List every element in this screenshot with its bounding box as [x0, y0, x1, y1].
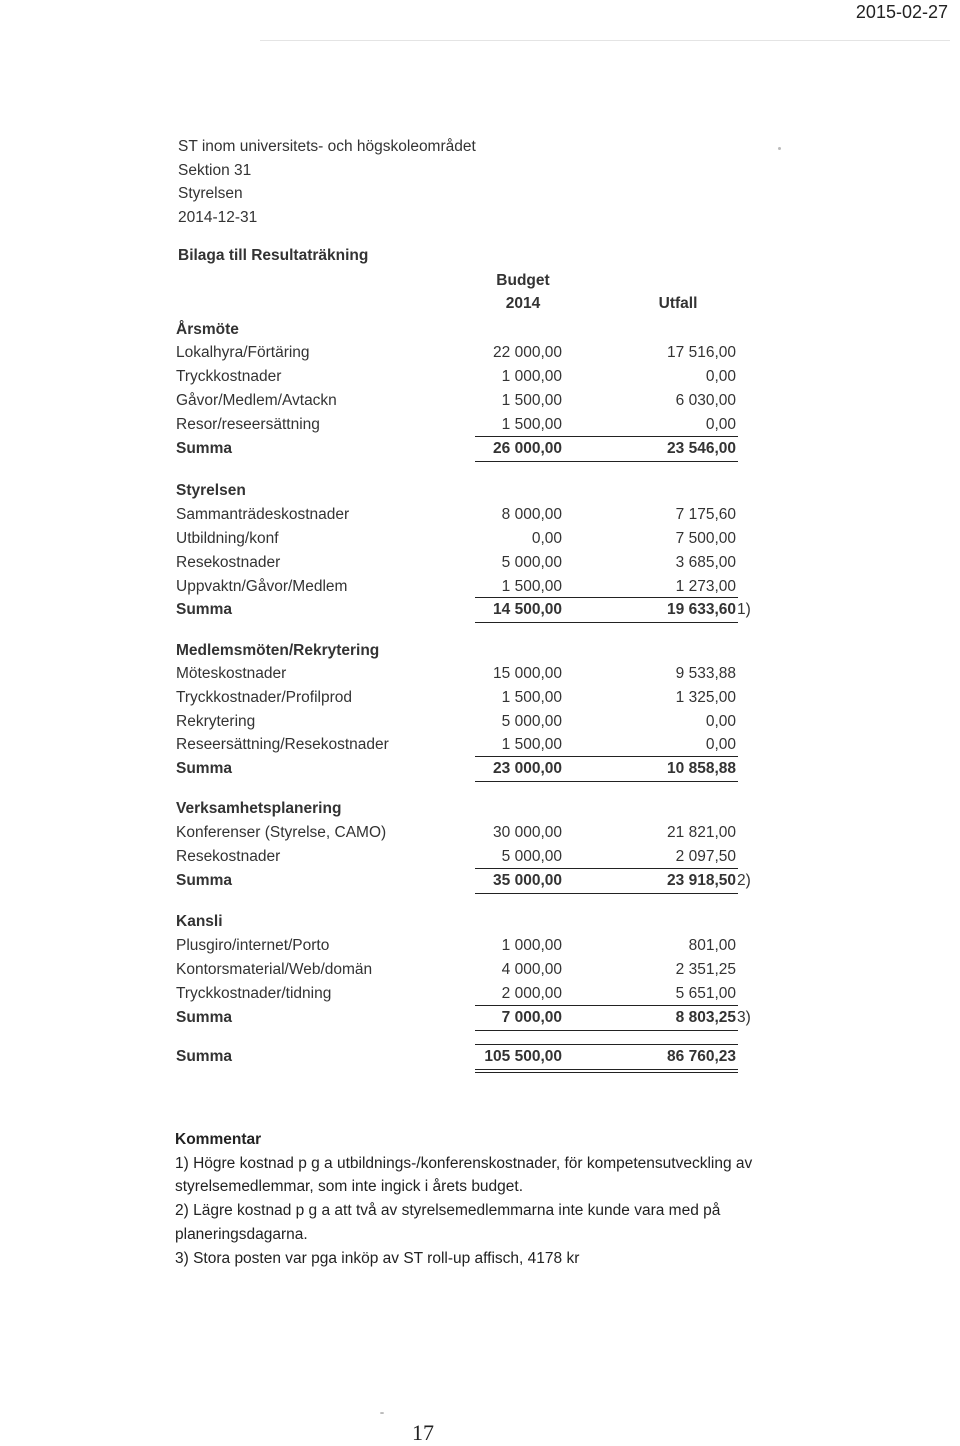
sum-underline: [475, 461, 738, 462]
utfall-cell: 0,00: [705, 713, 736, 730]
table-row: [0, 845, 960, 869]
utfall-cell: 7 175,60: [675, 506, 736, 523]
utfall-cell: 8 803,25: [675, 1009, 736, 1026]
sum-rule: [475, 1005, 738, 1006]
scan-speck: [380, 1412, 384, 1414]
table-row: [0, 341, 960, 365]
budget-cell: 14 500,00: [493, 601, 562, 618]
comment-line-1: 1) Högre kostnad p g a utbildnings-/konferenskostnader, för kompetensutveckling av styrelsemedlemmar, som inte ingick i årets budget.: [175, 1154, 753, 1196]
footnote-marker: 1): [737, 601, 751, 618]
utfall-cell: 19 633,60: [667, 601, 736, 618]
header-line-board: Styrelsen: [178, 185, 243, 202]
comment-line-2: 2) Lägre kostnad p g a att två av styrelsemedlemmarna inte kunde vara med på planeringsdagarna.: [175, 1202, 721, 1243]
utfall-cell: 23 546,00: [667, 440, 736, 457]
grand-total-row: [0, 1045, 960, 1069]
column-header-budget: Budget: [496, 272, 550, 289]
sum-rule: [475, 868, 738, 869]
utfall-cell: 2 097,50: [675, 848, 736, 865]
row-label: Resor/reseersättning: [176, 416, 320, 433]
utfall-cell: 0,00: [705, 368, 736, 385]
budget-cell: 4 000,00: [501, 961, 562, 978]
scan-edge-line: [260, 40, 950, 41]
budget-cell: 5 000,00: [501, 554, 562, 571]
row-label: Summa: [176, 1048, 232, 1065]
table-row: [0, 686, 960, 710]
header-line-organisation: ST inom universitets- och högskoleområdet: [178, 138, 476, 155]
row-label: Uppvaktn/Gåvor/Medlem: [176, 578, 348, 595]
utfall-cell: 5 651,00: [675, 985, 736, 1002]
row-label: Tryckkostnader/Profilprod: [176, 689, 353, 706]
row-label: Summa: [176, 1009, 232, 1026]
column-header-budget-year: 2014: [505, 295, 541, 312]
budget-cell: 26 000,00: [493, 440, 562, 457]
budget-cell: 0,00: [531, 530, 562, 547]
table-row: [0, 662, 960, 686]
row-label: Verksamhetsplanering: [176, 800, 342, 817]
table-row: [0, 551, 960, 575]
section-heading-row: [0, 318, 960, 342]
table-row: [0, 821, 960, 845]
sum-rule: [475, 756, 738, 757]
utfall-cell: 0,00: [705, 736, 736, 753]
table-row: [0, 503, 960, 527]
budget-cell: 8 000,00: [501, 506, 562, 523]
budget-cell: 1 000,00: [501, 937, 562, 954]
sum-rule: [475, 436, 738, 437]
utfall-cell: 9 533,88: [675, 665, 736, 682]
utfall-cell: 0,00: [705, 416, 736, 433]
table-row: [0, 958, 960, 982]
row-label: Sammanträdeskostnader: [176, 506, 350, 523]
budget-cell: 15 000,00: [493, 665, 562, 682]
row-label: Konferenser (Styrelse, CAMO): [176, 824, 387, 841]
budget-cell: 1 500,00: [501, 736, 562, 753]
row-label: Årsmöte: [176, 321, 239, 338]
document-header: [178, 135, 476, 229]
utfall-cell: 3 685,00: [675, 554, 736, 571]
row-label: Möteskostnader: [176, 665, 287, 682]
sum-underline: [475, 622, 738, 623]
comment-title: Kommentar: [175, 1131, 262, 1148]
utfall-cell: 10 858,88: [667, 760, 736, 777]
subtotal-row: [0, 1006, 960, 1030]
comment-block: [175, 1128, 815, 1270]
row-label: Medlemsmöten/Rekrytering: [176, 642, 380, 659]
row-label: Resekostnader: [176, 848, 281, 865]
print-date: 2015-02-27: [855, 2, 948, 22]
footnote-marker: 3): [737, 1009, 751, 1026]
sum-underline: [475, 1069, 738, 1070]
total-double-underline: [475, 1072, 738, 1073]
utfall-cell: 1 325,00: [675, 689, 736, 706]
table-row: [0, 733, 960, 757]
sum-underline: [475, 1030, 738, 1031]
sum-underline: [475, 893, 738, 894]
subtotal-row: [0, 757, 960, 781]
row-label: Summa: [176, 440, 232, 457]
utfall-cell: 801,00: [688, 937, 736, 954]
row-label: Rekrytering: [176, 713, 256, 730]
budget-cell: 1 500,00: [501, 392, 562, 409]
budget-cell: 1 500,00: [501, 578, 562, 595]
subtotal-row: [0, 437, 960, 461]
budget-cell: 7 000,00: [501, 1009, 562, 1026]
header-line-date: 2014-12-31: [178, 208, 258, 226]
row-label: Reseersättning/Resekostnader: [176, 736, 389, 753]
table-row: [0, 575, 960, 599]
utfall-cell: 21 821,00: [667, 824, 736, 841]
sum-rule: [475, 1044, 738, 1045]
subtotal-row: [0, 598, 960, 622]
utfall-cell: 86 760,23: [667, 1048, 736, 1065]
section-heading-row: [0, 910, 960, 934]
budget-cell: 5 000,00: [501, 848, 562, 865]
budget-cell: 1 500,00: [501, 416, 562, 433]
table-row: [0, 710, 960, 734]
table-row: [0, 982, 960, 1006]
row-label: Lokalhyra/Förtäring: [176, 344, 310, 361]
row-label: Tryckkostnader: [176, 368, 282, 385]
utfall-cell: 6 030,00: [675, 392, 736, 409]
budget-cell: 30 000,00: [493, 824, 562, 841]
budget-cell: 105 500,00: [484, 1048, 562, 1065]
table-row: [0, 389, 960, 413]
table-row: [0, 527, 960, 551]
section-heading-row: [0, 797, 960, 821]
row-label: Kansli: [176, 913, 223, 930]
row-label: Styrelsen: [176, 482, 246, 499]
utfall-cell: 2 351,25: [675, 961, 736, 978]
row-label: Kontorsmaterial/Web/domän: [176, 961, 373, 978]
table-row: [0, 413, 960, 437]
utfall-cell: 17 516,00: [667, 344, 736, 361]
row-label: Plusgiro/internet/Porto: [176, 937, 330, 954]
column-header-utfall: Utfall: [658, 295, 698, 312]
row-label: Summa: [176, 760, 232, 777]
row-label: Summa: [176, 601, 232, 618]
budget-cell: 23 000,00: [493, 760, 562, 777]
budget-cell: 2 000,00: [501, 985, 562, 1002]
table-row: [0, 365, 960, 389]
budget-cell: 5 000,00: [501, 713, 562, 730]
utfall-cell: 1 273,00: [675, 578, 736, 595]
section-heading-row: [0, 639, 960, 663]
scan-speck: [778, 147, 781, 150]
header-line-section: Sektion 31: [178, 161, 252, 179]
page-number: 17: [412, 1420, 434, 1445]
sum-rule: [475, 597, 738, 598]
row-label: Tryckkostnader/tidning: [176, 985, 332, 1002]
budget-cell: 35 000,00: [493, 872, 562, 889]
section-heading-row: [0, 479, 960, 503]
utfall-cell: 7 500,00: [675, 530, 736, 547]
row-label: Utbildning/konf: [176, 530, 279, 547]
footnote-marker: 2): [737, 872, 751, 889]
document-title: Bilaga till Resultaträkning: [178, 247, 369, 264]
sum-underline: [475, 781, 738, 782]
comment-line-3: 3) Stora posten var pga inköp av ST roll-up affisch, 4178 kr: [175, 1249, 580, 1267]
row-label: Resekostnader: [176, 554, 281, 571]
row-label: Gåvor/Medlem/Avtackn: [176, 392, 337, 409]
subtotal-row: [0, 869, 960, 893]
budget-cell: 1 500,00: [501, 689, 562, 706]
table-row: [0, 934, 960, 958]
budget-cell: 1 000,00: [501, 368, 562, 385]
budget-cell: 22 000,00: [493, 344, 562, 361]
utfall-cell: 23 918,50: [667, 872, 736, 889]
row-label: Summa: [176, 872, 232, 889]
